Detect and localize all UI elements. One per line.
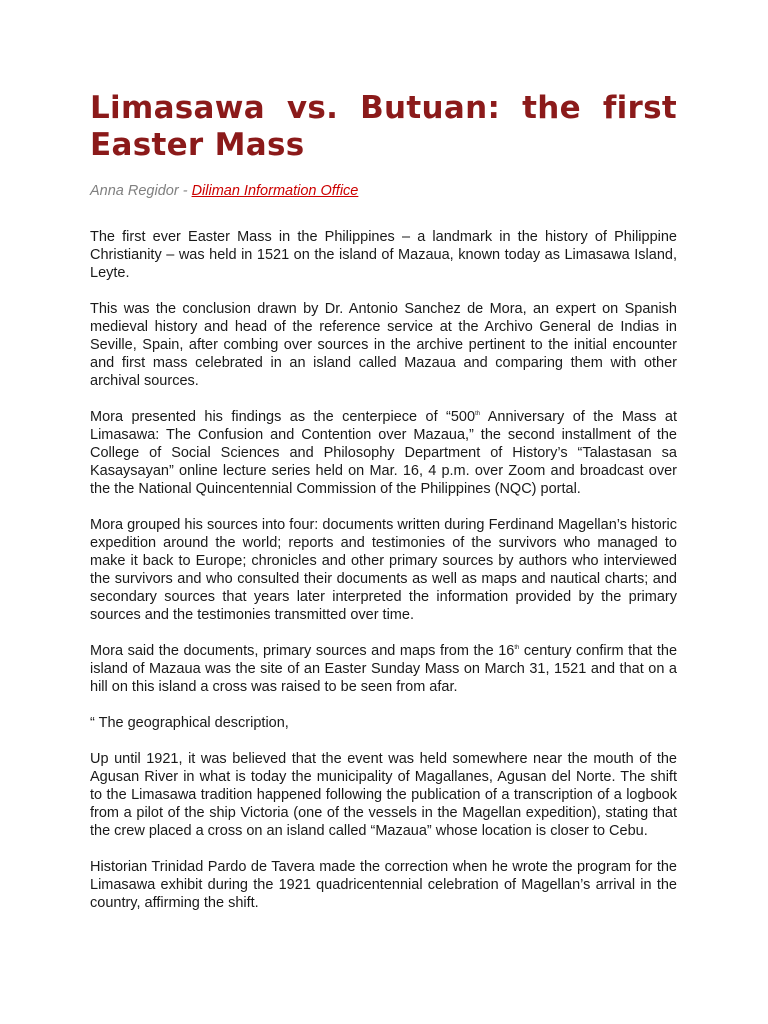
article <box>90 90 677 930</box>
ordinal-superscript: th <box>514 645 520 652</box>
source-link[interactable]: Diliman Information Office <box>191 183 359 199</box>
paragraph-5 <box>90 642 677 696</box>
paragraph-5-part-b: century confirm that the island of Mazaua was the site of an Easter Sunday Mass on March 31, 1521 and that on a hill on this island a cross was raised to be seen from afar. <box>90 643 678 695</box>
paragraph-1: The first ever Easter Mass in the Philippines – a landmark in the history of Philippine Christianity – was held in 1521 on the island of Mazaua, known today as Limasawa Island, Leyte. <box>90 229 677 281</box>
ordinal-superscript: th <box>475 411 481 418</box>
byline-separator: - <box>178 183 192 199</box>
paragraph-8: Historian Trinidad Pardo de Tavera made the correction when he wrote the program for the Limasawa exhibit during the 1921 quadricentennial celebration of Magellan’s arrival in the country, affirming the shift. <box>90 859 677 911</box>
paragraph-2: This was the conclusion drawn by Dr. Antonio Sanchez de Mora, an expert on Spanish medieval history and head of the reference service at the Archivo General de Indias in Seville, Spain, after combing over sources in the archive pertinent to the initial encounter and first mass celebrated in an island called Mazaua and comparing them with other archival sources. <box>90 301 677 389</box>
paragraph-3-part-b: Anniversary of the Mass at Limasawa: The Confusion and Contention over Mazaua,” the second installment of the College of Social Sciences and Philosophy Department of History’s “Talastasan sa Kasaysayan” online lecture series held on Mar. 16, 4 p.m. over Zoom and broadcast over the the National Quincentennial Commission of the Philippines (NQC) portal. <box>90 409 677 497</box>
article-body <box>90 228 677 912</box>
paragraph-7: Up until 1921, it was believed that the event was held somewhere near the mouth of the Agusan River in what is today the municipality of Magallanes, Agusan del Norte. The shift to the Limasawa tradition happened following the publication of a transcription of a logbook from a pilot of the ship Victoria (one of the vessels in the Magellan expedition), stating that the crew placed a cross on an island called “Mazaua” whose location is closer to Cebu. <box>90 751 677 839</box>
paragraph-5-part-a: Mora said the documents, primary sources and maps from the 16 <box>90 643 515 659</box>
paragraph-6: “ The geographical description, <box>90 715 289 731</box>
author-name: Anna Regidor <box>90 183 179 199</box>
paragraph-3-part-a: Mora presented his findings as the centerpiece of “500 <box>90 409 476 425</box>
article-title: Limasawa vs. Butuan: the first Easter Mass <box>90 90 677 163</box>
byline <box>90 182 677 200</box>
paragraph-4: Mora grouped his sources into four: documents written during Ferdinand Magellan’s historic expedition around the world; reports and testimonies of the survivors who managed to make it back to Europe; chronicles and other primary sources by authors who interviewed the survivors and who consulted their documents as well as maps and nautical charts; and secondary sources that years later interpreted the information provided by the primary sources and the testimonies transmitted over time. <box>90 517 677 623</box>
paragraph-3 <box>90 408 677 498</box>
